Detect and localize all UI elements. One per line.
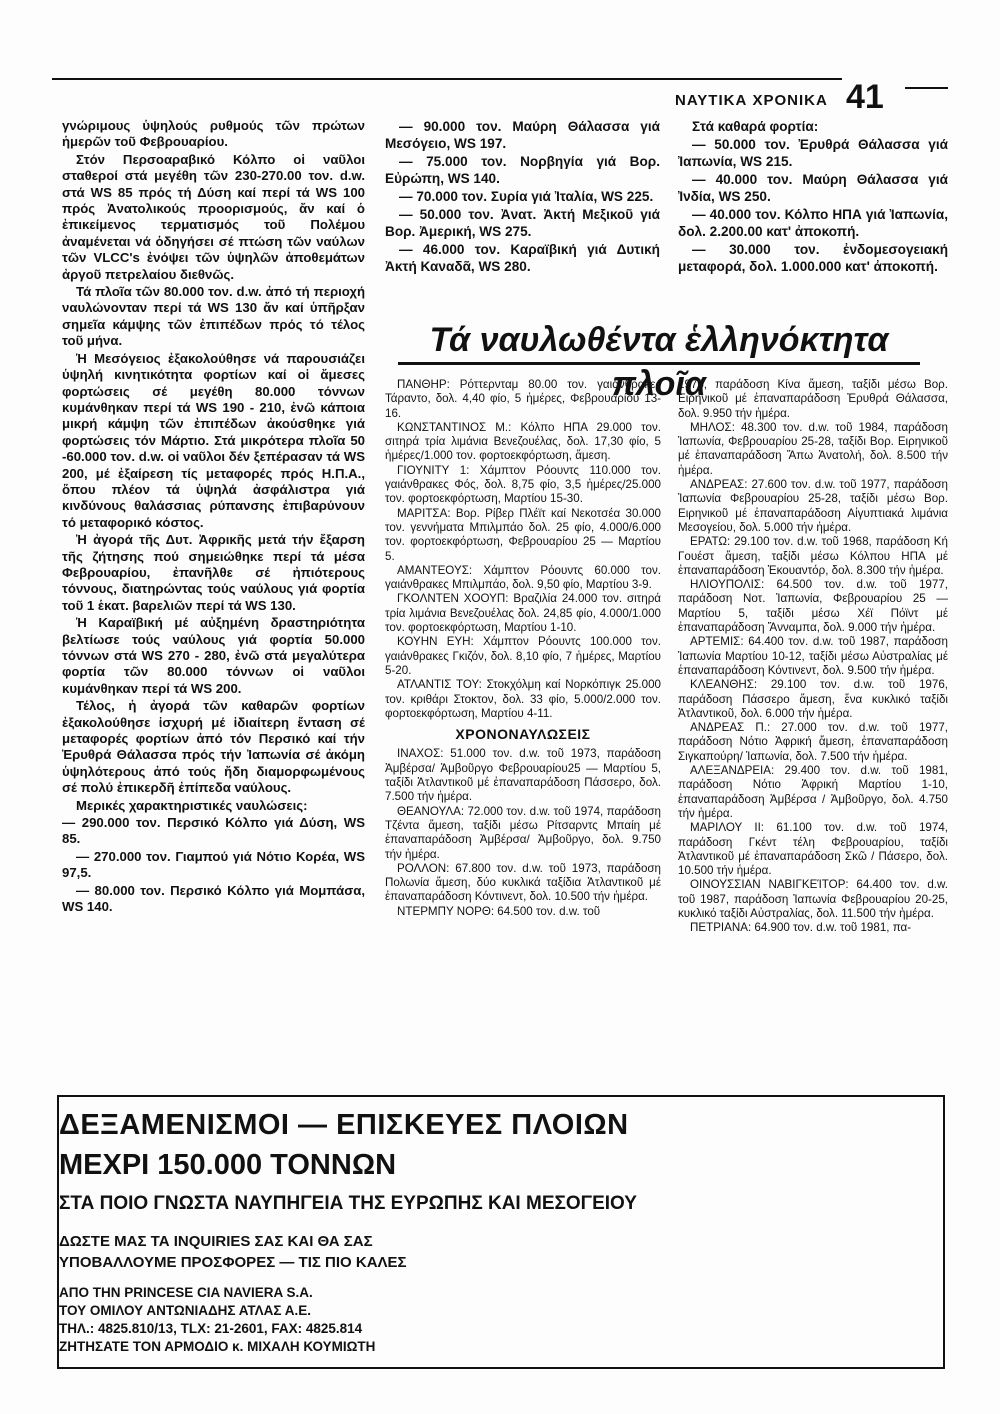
- news-item: ΓΙΟΥΝΙΤΥ 1: Χάμπτον Ρόουντς 110.000 τον. γαιάνθρακες Φός, δολ. 8,75 φίο, 3,5 ἡμέρες/25.000 τον. φορτοεκφόρτωση, Μαρτίου 15-30.: [385, 463, 661, 506]
- paragraph: — 270.000 τον. Γιαμπού γιά Νότιο Κορέα, WS 97,5.: [62, 848, 365, 881]
- column-right-news: [678, 378, 948, 936]
- column-left: [62, 118, 365, 917]
- charter-line: — 30.000 τον. ἐνδομεσογειακή μεταφορά, δολ. 1.000.000 κατ' ἀποκοπή.: [678, 242, 948, 274]
- charter-line: — 75.000 τον. Νορβηγία γιά Βορ. Εὐρώπη, WS 140.: [385, 154, 660, 186]
- news-item: ΑΝΔΡΕΑΣ Π.: 27.000 τον. d.w. τοῦ 1977, παράδοση Νότιο Ἀφρική ἄμεση, ἐπαναπαράδοση Σιγκαπούρη/ Ἰαπωνία, δολ. 7.500 τήν ἡμέρα.: [678, 721, 948, 763]
- news-item: ΚΩΝΣΤΑΝΤΙΝΟΣ Μ.: Κόλπο ΗΠΑ 29.000 τον. σιτηρά τρία λιμάνια Βενεζουέλας, δολ. 17,30 φίο, 5 ἡμέρες/1.000 τον. φορτοεκφόρτωση, ἄμεση.: [385, 420, 661, 463]
- column-middle-news: [385, 378, 661, 919]
- news-item: ΙΝΑΧΟΣ: 51.000 τον. d.w. τοῦ 1973, παράδοση Ἀμβέρσα/ Ἀμβοῦργο Φεβρουαρίου25 — Μαρτίου 5, ταξίδι Ἀτλαντικοῦ μέ ἐπαναπαράδοση Πάσσερο, δολ. 7.500 τήν ἡμέρα.: [385, 747, 661, 804]
- news-item: ΑΤΛΑΝΤΙΣ ΤΟΥ: Στοκχόλμη καί Νορκόπιγκ 25.000 τον. κριθάρι Στοκτον, δολ. 33 φίο, 5.000/2.000 τον. φορτοεκφόρτωση, Μαρτίου 4-11.: [385, 678, 661, 720]
- news-item: ΡΟΛΛΟΝ: 67.800 τον. d.w. τοῦ 1973, παράδοση Πολωνία ἄμεση, δύο κυκλικά ταξίδια Ἀτλαντικοῦ μέ ἐπαναπαράδοση Κόντινεντ, δολ. 10.500 τήν ἡμέρα.: [385, 861, 661, 904]
- news-item: ΑΝΔΡΕΑΣ: 27.600 τον. d.w. τοῦ 1977, παράδοση Ἰαπωνία Φεβρουαρίου 25-28, ταξίδι μέσω Βορ. Ειρηνικοῦ μέ ἐπαναπαράδοση Αἰγυπτιακά λιμάνια Μεσογείου, δολ. 5.000 τήν ἡμέρα.: [678, 478, 948, 534]
- news-item: ΕΡΑΤΩ: 29.100 τον. d.w. τοῦ 1968, παράδοση Κή Γουέστ ἄμεση, ταξίδι μέσω Κόλπου ΗΠΑ μέ ἐπαναπαράδοση Ἐκουαντόρ, δολ. 8.300 τήν ἡμέρα.: [678, 535, 948, 577]
- ad-inquiries: ΔΩΣΤΕ ΜΑΣ ΤΑ INQUIRIES ΣΑΣ ΚΑΙ ΘΑ ΣΑΣ: [59, 1233, 373, 1250]
- ad-headline: ΔΕΞΑΜΕΝΙΣΜΟΙ — ΕΠΙΣΚΕΥΕΣ ΠΛΟΙΩΝ: [59, 1109, 629, 1141]
- news-item: ΜΗΛΟΣ: 48.300 τον. d.w. τοῦ 1984, παράδοση Ἰαπωνία, Φεβρουαρίου 25-28, ταξίδι Βορ. Ειρηνικοῦ μέ ἐπαναπαράδοση Ἄπω Ἀνατολή, δολ. 8.500 τήν ἡμέρα.: [678, 420, 948, 477]
- news-item: ΚΟΥΗΝ ΕΥΗ: Χάμπτον Ρόουντς 100.000 τον. γαιάνθρακες Γκιζόν, δολ. 8,10 φίο, 7 ἡμέρες, Μαρτίου 5-20.: [385, 635, 661, 677]
- column-right-top: [678, 118, 948, 276]
- ad-ask-for: ΖΗΤΗΣΑΤΕ ΤΟΝ ΑΡΜΟΔΙΟ κ. ΜΙΧΑΛΗ ΚΟΥΜΙΩΤΗ: [59, 1339, 376, 1354]
- charter-line: — 40.000 τον. Μαύρη Θάλασσα γιά Ἰνδία, WS 250.: [678, 172, 948, 204]
- news-item: ΑΡΤΕΜΙΣ: 64.400 τον. d.w. τοῦ 1987, παράδοση Ἰαπωνία Μαρτίου 10-12, ταξίδι μέσω Αὐστραλίας μέ ἐπαναπαράδοση Κόντινεντ, δολ. 9.500 τήν ἡμέρα.: [678, 635, 948, 677]
- ad-contact: ΤΗΛ.: 4825.810/13, TLX: 21-2601, FAX: 4825.814: [59, 1321, 363, 1336]
- column-middle-top: [385, 118, 660, 276]
- page-number: 41: [846, 78, 884, 116]
- header-rule: [52, 78, 842, 80]
- ad-company: ΑΠΟ ΤΗΝ PRINCESE CIA NAVIERA S.A.: [59, 1285, 313, 1300]
- news-item: ΝΤΕΡΜΠΥ ΝΟΡΘ: 64.500 τον. d.w. τοῦ: [397, 904, 601, 918]
- subheading: ΧΡΟΝΟΝΑΥΛΩΣΕΙΣ: [455, 726, 591, 743]
- charter-line: — 46.000 τον. Καραϊβική γιά Δυτική Ἀκτή Καναδᾶ, WS 280.: [385, 242, 660, 274]
- charter-line: — 50.000 τον. Ἐρυθρά Θάλασσα γιά Ἰαπωνία, WS 215.: [678, 137, 948, 169]
- news-item: ΓΚΟΛΝΤΕΝ ΧΟΟΥΠ: Βραζιλία 24.000 τον. σιτηρά τρία λιμάνια Βενεζουέλας δολ. 24,85 φίο, 4.000/1.000 τον. φορτοεκφόρτωση, Μαρτίου 1-10.: [385, 592, 661, 635]
- news-item: ΑΜΑΝΤΕΟΥΣ: Χάμπτον Ρόουντς 60.000 τον. γαιάνθρακες Μπιλμπάο, δολ. 9,50 φίο, Μαρτίου 3-9.: [385, 563, 661, 592]
- charter-line: — 90.000 τον. Μαύρη Θάλασσα γιά Μεσόγειο, WS 197.: [385, 119, 660, 151]
- magazine-title: ΝΑΥΤΙΚΑ ΧΡΟΝΙΚΑ: [675, 92, 828, 109]
- paragraph: γνώριμους ὑψηλούς ρυθμούς τῶν πρώτων ἡμερῶν τοῦ Φεβρουαρίου.: [62, 118, 365, 150]
- advertisement-box: [57, 1095, 945, 1369]
- charter-line: — 70.000 τον. Συρία γιά Ἰταλία, WS 225.: [399, 189, 654, 204]
- news-item: ΘΕΑΝΟΥΛΑ: 72.000 τον. d.w. τοῦ 1974, παράδοση Τζέντα ἄμεση, ταξίδι μέσω Ρίτσαρντς Μπαίη μέ ἐπαναπαράδοση Ἀμβέρσα/ Ἀμβοῦργο, δολ. 9.750 τήν ἡμέρα.: [385, 804, 661, 861]
- ad-group: ΤΟΥ ΟΜΙΛΟΥ ΑΝΤΩΝΙΑΔΗΣ ΑΤΛΑΣ Α.Ε.: [59, 1303, 312, 1318]
- ad-offers: ΥΠΟΒΑΛΛΟΥΜΕ ΠΡΟΣΦΟΡΕΣ — ΤΙΣ ΠΙΟ ΚΑΛΕΣ: [59, 1254, 407, 1271]
- paragraph: Ἡ ἀγορά τῆς Δυτ. Ἀφρικῆς μετά τήν ἔξαρση τῆς ζήτησης πού σημειώθηκε περί τά μέσα Φεβρουαρίου, ἐπανῆλθε σέ ἠπιότερους τόννους, διατηρώντας τούς ναύλους γιά φορτία τοῦ 1 ἑκατ. βαρελιῶν περί τά WS 130.: [62, 532, 365, 613]
- paragraph: Στόν Περσοαραβικό Κόλπο οἱ ναῦλοι σταθεροί στά μεγέθη τῶν 230-270.00 τον. d.w. στά WS 85 πρός τή Δύση καί περί τά WS 100 πρός Ἀνατολικούς προορισμούς, ἄν καί ὁ ἐπικείμενος τερματισμός τοῦ Πολέμου ἀναμένεται νά ὁδηγήσει σέ πτώση τῶν ναύλων τῶν VLCC's ἐνόψει τῶν ὑψηλῶν ἀποθεμάτων ἀργοῦ πετρελαίου διεθνῶς.: [62, 151, 365, 282]
- charter-line: — 50.000 τον. Ἀνατ. Ἀκτή Μεξικοῦ γιά Βορ. Ἀμερική, WS 275.: [385, 207, 660, 239]
- paragraph: Τέλος, ἡ ἀγορά τῶν καθαρῶν φορτίων ἐξακολούθησε ἰσχυρή μέ ἰδιαίτερη ἔνταση σέ μεταφορές φορτίων ἀπό τόν Περσικό καί τήν Ἐρυθρά Θάλασσα πρός τήν Ἰαπωνία σέ ἀκόμη ὑψηλότερους ἀπό τούς ἤδη διαμορφωμένους σέ πολύ ἐπικερδῆ ἐπίπεδα ναύλους.: [62, 698, 365, 796]
- news-item: ΠΕΤΡΙΑΝΑ: 64.900 τον. d.w. τοῦ 1981, πα-: [690, 921, 912, 935]
- paragraph: — 290.000 τον. Περσικό Κόλπο γιά Δύση, WS 85.: [62, 815, 365, 847]
- news-item: ΟΙΝΟΥΣΣΙΑΝ ΝΑΒΙΓΚΕΊΤΟΡ: 64.400 τον. d.w. τοῦ 1987, παράδοση Ἰαπωνία Φεβρουαρίου 20-25, κυκλικό ταξίδι Αὐστραλίας, δολ. 11.500 τήν ἡμέρα.: [678, 878, 948, 920]
- header-rule-right: [905, 87, 948, 89]
- charter-line: Στά καθαρά φορτία:: [692, 119, 819, 134]
- ad-shipyards: ΣΤΑ ΠΟΙΟ ΓΝΩΣΤΑ ΝΑΥΠΗΓΕΙΑ ΤΗΣ ΕΥΡΩΠΗΣ ΚΑΙ ΜΕΣΟΓΕΙΟΥ: [59, 1193, 637, 1214]
- section-title-text: Τά ναυλωθέντα ἑλληνόκτητα πλοῖα: [429, 321, 889, 403]
- ad-capacity: ΜΕΧΡΙ 150.000 ΤΟΝΝΩΝ: [59, 1149, 397, 1181]
- paragraph: — 80.000 τον. Περσικό Κόλπο γιά Μομπάσα, WS 140.: [62, 882, 365, 915]
- charter-line: — 40.000 τον. Κόλπο ΗΠΑ γιά Ἰαπωνία, δολ. 2.200.00 κατ' ἀποκοπή.: [678, 207, 948, 239]
- news-item: ΜΑΡΙΤΣΑ: Βορ. Ρίβερ Πλέϊτ καί Νεκοτσέα 30.000 τον. γεννήματα Μπιλμπάο δολ. 25 φίο, 4.000/6.000 τον. φορτοεκφόρτωση, Φεβρουαρίου 25 — Μαρτίου 5.: [385, 506, 661, 563]
- paragraph: Τά πλοῖα τῶν 80.000 τον. d.w. ἀπό τή περιοχή ναυλώνονταν περί τά WS 130 ἄν καί ὑπῆρξαν σημεῖα κάμψης τῶν ἐπιπέδων πρός τό τέλος τοῦ μήνα.: [62, 284, 365, 349]
- news-item: ΑΛΕΞΑΝΔΡΕΙΑ: 29.400 τον. d.w. τοῦ 1981, παράδοση Νότιο Ἀφρική Μαρτίου 1-10, ἐπαναπαράδοση Ἀμβέρσα / Ἀμβοῦργο, δολ. 4.750 τήν ἡμέρα.: [678, 764, 948, 820]
- news-item: ΠΑΝΘΗΡ: Ρόττερνταμ 80.00 τον. γαιάνθρακες Τάραντο, δολ. 4,40 φίο, 5 ἡμέρες, Φεβρουαρίου 13-16.: [385, 378, 661, 420]
- news-item: ΜΑΡΙΛΟΥ ΙΙ: 61.100 τον. d.w. τοῦ 1974, παράδοση Γκέντ τέλη Φεβρουαρίου, ταξίδι Ἀτλαντικοῦ μέ ἐπαναπαράδοση Σκῶ / Πάσερο, δολ. 10.500 τήν ἡμέρα.: [678, 821, 948, 878]
- news-item: ΗΛΙΟΥΠΟΛΙΣ: 64.500 τον. d.w. τοῦ 1977, παράδοση Νοτ. Ἰαπωνία, Φεβρουαρίου 25 — Μαρτίου 5, ταξίδι μέσω Χέϊ Πόϊντ μέ ἐπαναπαράδοση Ἄνναμπα, δολ. 9.000 τήν ἡμέρα.: [678, 578, 948, 635]
- paragraph: Ἡ Μεσόγειος ἐξακολούθησε νά παρουσιάζει ὑψηλή κινητικότητα φορτίων καί οἱ ἄμεσες φορτώσεις σέ μεγέθη 80.000 τόννων κυμάνθηκαν περί τά WS 190 - 210, ἐνῶ κάποια μικρή κάμψη τῶν ἐπιπέδων ἀκούσθηκε γιά φορτώσεις τόν Μάρτιο. Στά μικρότερα πλοῖα 50 -60.000 τον. d.w. οἱ ναῦλοι δέν ξεπέρασαν τά WS 200, μέ ἐξαίρεση τίς μεταφορές πρός Η.Π.Α., ὅπου πλέον τά ὑψηλά ἀσφάλιστρα γιά κινδύνους θαλάσσιας ρύπανσης ἐπιβαρύνουν τό μεταφορικό κόστος.: [62, 350, 365, 530]
- news-item: ΚΛΕΑΝΘΗΣ: 29.100 τον. d.w. τοῦ 1976, παράδοση Πάσσερο ἄμεση, ἕνα κυκλικό ταξίδι Ἀτλαντικοῦ, δολ. 6.000 τήν ἡμέρα.: [678, 678, 948, 720]
- paragraph: Μερικές χαρακτηριστικές ναυλώσεις:: [76, 797, 308, 813]
- news-item: 1975, παράδοση Κίνα ἄμεση, ταξίδι μέσω Βορ. Ειρηνικοῦ μέ ἐπαναπαράδοση Ἐρυθρά Θάλασσα, δολ. 9.950 τήν ἡμέρα.: [678, 378, 948, 420]
- paragraph: Ἡ Καραϊβική μέ αὐξημένη δραστηριότητα βελτίωσε τούς ναύλους γιά φορτία 50.000 τόννων στά WS 270 - 280, ἐνῶ στά μεγαλύτερα φορτία τῶν 80.000 τόννων οἱ ναῦλοι κυμάνθηκαν περί τά WS 200.: [62, 615, 365, 696]
